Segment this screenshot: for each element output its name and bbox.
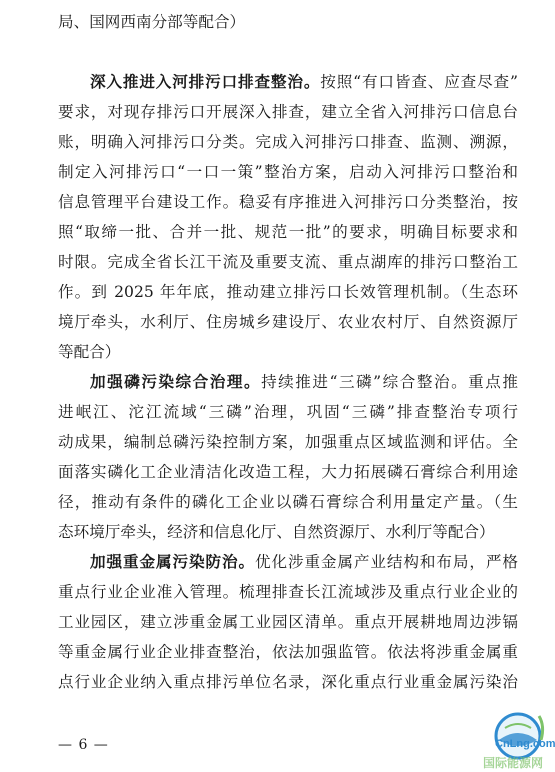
- watermark-subtext: 国际能源网: [483, 756, 544, 770]
- text-line: 信息管理平台建设工作。稳妥有序推进入河排污口分类整治，按: [58, 193, 518, 211]
- text-line: 境厅牵头，水利厅、住房城乡建设厅、农业农村厅、自然资源厅: [58, 313, 518, 331]
- page-number: — 6 —: [58, 737, 109, 753]
- section-heading: 加强磷污染综合治理。: [90, 372, 262, 391]
- text-line: 面落实磷化工企业清洁化改造工程，大力拓展磷石膏综合利用途: [58, 463, 518, 481]
- text-line: 径，推动有条件的磷化工企业以磷石膏综合利用量定产量。（生: [58, 493, 518, 511]
- text-line: 作。到 2025 年年底，推动建立排污口长效管理机制。（生态环: [58, 283, 518, 301]
- section-heading: 加强重金属污染防治。: [90, 552, 255, 571]
- watermark-text: CnLng.com: [495, 738, 555, 750]
- watermark-logo: [483, 706, 555, 770]
- text-line: 要求，对现存排污口开展深入排查，建立全省入河排污口信息台: [58, 103, 518, 121]
- text-line: 时限。完成全省长江干流及重要支流、重点湖库的排污口整治工: [58, 253, 518, 271]
- text-line: 局、国网西南分部等配合）: [58, 13, 246, 31]
- text-line: 进岷江、沱江流域“三磷”治理，巩固“三磷”排查整治专项行: [58, 403, 518, 421]
- text-line: 工业园区，建立涉重金属工业园区清单。重点开展耕地周边涉镉: [58, 613, 518, 631]
- heading-line: [90, 72, 518, 92]
- text-line: 账，明确入河排污口分类。完成入河排污口排查、监测、溯源，: [58, 133, 518, 151]
- text-run: 优化涉重金属产业结构和布局，严格: [254, 553, 518, 571]
- text-line: 点行业企业纳入重点排污单位名录，深化重点行业重金属污染治: [58, 673, 518, 691]
- text-line: 照“取缔一批、合并一批、规范一批”的要求，明确目标要求和: [58, 223, 518, 241]
- heading-line: [90, 552, 518, 572]
- text-line: 重点行业企业准入管理。梳理排查长江流域涉及重点行业企业的: [58, 583, 518, 601]
- text-run: 持续推进“三磷”综合整治。重点推: [261, 373, 518, 391]
- text-line: 制定入河排污口“一口一策”整治方案，启动入河排污口整治和: [58, 163, 518, 181]
- text-line: 等配合）: [58, 343, 121, 361]
- text-line: 态环境厅牵头，经济和信息化厅、自然资源厅、水利厅等配合）: [58, 523, 495, 541]
- text-run: 按照“有口皆查、应查尽查”: [320, 73, 518, 91]
- text-line: 等重金属行业企业排查整治，依法加强监管。依法将涉重金属重: [58, 643, 518, 661]
- text-line: 动成果，编制总磷污染控制方案，加强重点区域监测和评估。全: [58, 433, 518, 451]
- section-heading: 深入推进入河排污口排查整治。: [90, 72, 321, 91]
- heading-line: [90, 372, 518, 392]
